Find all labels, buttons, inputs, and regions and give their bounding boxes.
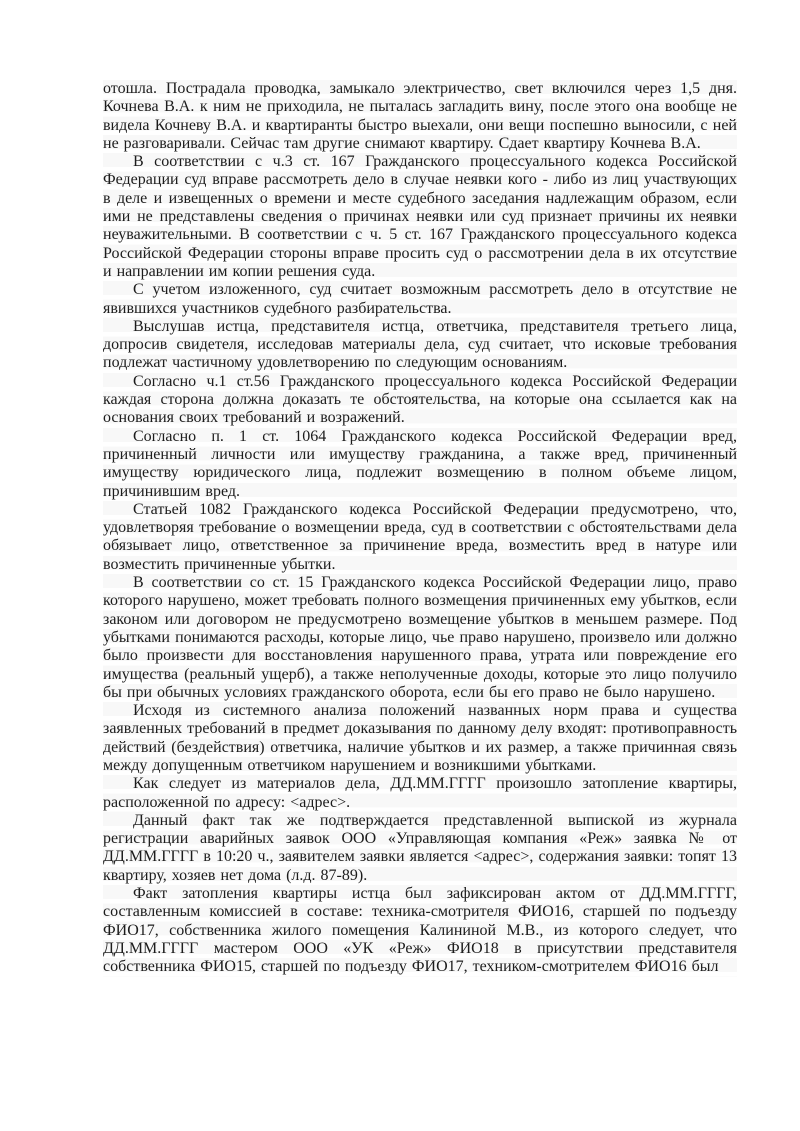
paragraph: В соответствии с ч.3 ст. 167 Гражданского процессуального кодекса Российской Федерации суд вправе рассмотреть дело в случае неявки кого - либо из лиц участвующих в деле и извещенных о времени и месте судебного заседания надлежащим образом, если ими не представлены сведения о причинах неявки или суд признает причины их неявки неуважительными. В соответствии с ч. 5 ст. 167 Гражданского процессуального кодекса Российской Федерации стороны вправе просить суд о рассмотрении дела в их отсутствие и направлении им копии решения суда. (103, 153, 737, 280)
paragraph: Данный факт так же подтверждается представленной выпиской из журнала регистрации аварийных заявок ООО «Управляющая компания «Реж» заявка № от ДД.ММ.ГГГГ в 10:20 ч., заявителем заявки является <адрес>, содержания заявки: топят 13 квартиру, хозяев нет дома (л.д. 87-89). (103, 811, 737, 884)
paragraph: Согласно ч.1 ст.56 Гражданского процессуального кодекса Российской Федерации каждая сторона должна доказать те обстоятельства, на которые она ссылается как на основания своих требований и возражений. (103, 372, 737, 427)
document-page (103, 80, 737, 977)
paragraph: Как следует из материалов дела, ДД.ММ.ГГГГ произошло затопление квартиры, расположенной по адресу: <адрес>. (103, 775, 737, 811)
paragraph: Выслушав истца, представителя истца, ответчика, представителя третьего лица, допросив свидетеля, исследовав материалы дела, суд считает, что исковые требования подлежат частичному удовлетворению по следующим основаниям. (103, 317, 737, 372)
paragraph: Исходя из системного анализа положений названных норм права и существа заявленных требований в предмет доказывания по данному делу входят: противоправность действий (бездействия) ответчика, наличие убытков и их размер, а также причинная связь между допущенным ответчиком нарушением и возникшими убытками. (103, 702, 737, 774)
paragraph: Статьей 1082 Гражданского кодекса Российской Федерации предусмотрено, что, удовлетворяя требование о возмещении вреда, суд в соответствии с обстоятельствами дела обязывает лицо, ответственное за причинение вреда, возместить вред в натуре или возместить причиненные убытки. (103, 500, 737, 573)
paragraph: Факт затопления квартиры истца был зафиксирован актом от ДД.ММ.ГГГГ, составленным комиссией в составе: техника-смотрителя ФИО16, старшей по подъезду ФИО17, собственника жилого помещения Калининой М.В., из которого следует, что ДД.ММ.ГГГГ мастером ООО «УК «Реж» ФИО18 в присутствии представителя собственника ФИО15, старшей по подъезду ФИО17, техником-смотрителем ФИО16 был (103, 885, 737, 976)
paragraph: В соответствии со ст. 15 Гражданского кодекса Российской Федерации лицо, право которого нарушено, может требовать полного возмещения причиненных ему убытков, если законом или договором не предусмотрено возмещение убытков в меньшем размере. Под убытками понимаются расходы, которые лицо, чье право нарушено, произвело или должно было произвести для восстановления нарушенного права, утрата или повреждение его имущества (реальный ущерб), а также неполученные доходы, которые это лицо получило бы при обычных условиях гражданского оборота, если бы его право не было нарушено. (103, 574, 737, 701)
paragraph: Согласно п. 1 ст. 1064 Гражданского кодекса Российской Федерации вред, причиненный личности или имуществу гражданина, а также вред, причиненный имуществу юридического лица, подлежит возмещению в полном объеме лицом, причинившим вред. (103, 427, 737, 500)
paragraph: С учетом изложенного, суд считает возможным рассмотреть дело в отсутствие не явившихся участников судебного разбирательства. (103, 281, 737, 317)
paragraph: отошла. Пострадала проводка, замыкало электричество, свет включился через 1,5 дня. Кочнева В.А. к ним не приходила, не пыталась загладить вину, после этого она вообще не видела Кочневу В.А. и квартиранты быстро выехали, они вещи поспешно выносили, с ней не разговаривали. Сейчас там другие снимают квартиру. Сдает квартиру Кочнева В.А. (103, 80, 737, 152)
